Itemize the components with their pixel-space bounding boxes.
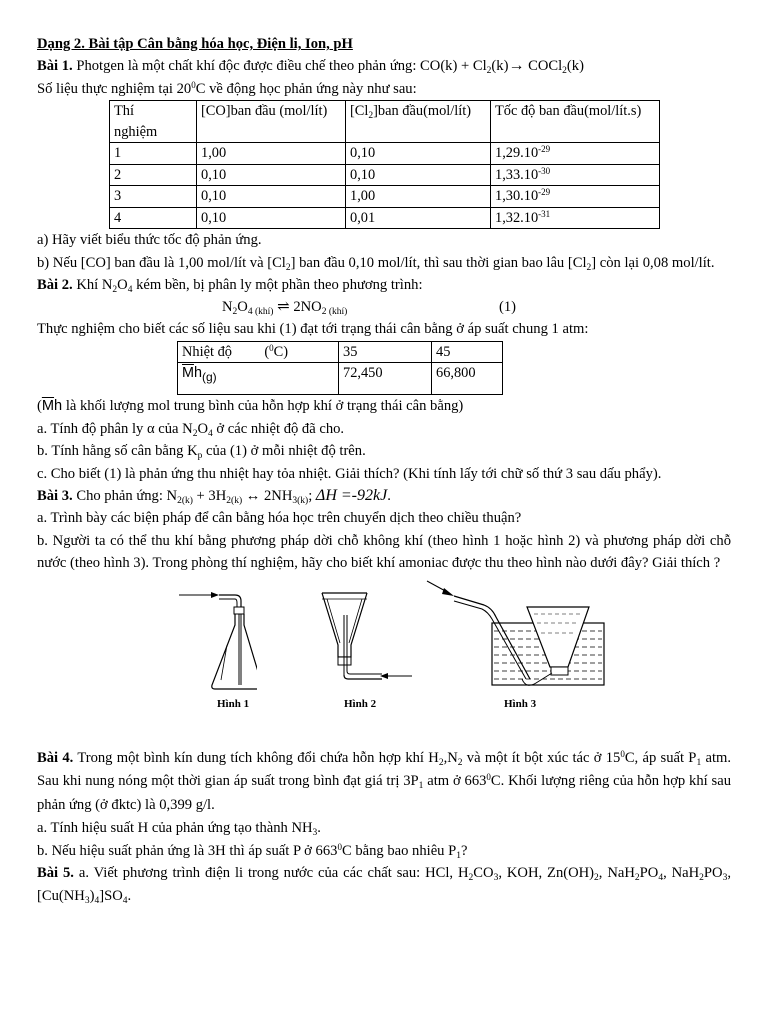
table-cell: 2 [110, 164, 197, 186]
b3-question-a: a. Trình bày các biện pháp để cân bằng hóa học trên chuyển dịch theo chiều thuận? [37, 510, 522, 527]
table-cell: 1,00 [346, 186, 491, 208]
table-cell: 0,10 [197, 164, 346, 186]
figures [37, 579, 731, 729]
table-cell: 0,10 [346, 143, 491, 165]
table-header-cell: Tốc độ ban đầu(mol/lít.s) [491, 101, 660, 143]
table-row [110, 143, 660, 165]
b1-question-a: a) Hãy viết biểu thức tốc độ phản ứng. [37, 232, 262, 249]
b4-intro: Bài 4. Trong một bình kín dung tích không đổi chứa hỗn hợp khí $H_2,N_2$ và một ít bột xúc tác ở $15^0C$, áp suất $P_1$ atm. Sau khi nung nóng một thời gian áp suất trong bình đạt giá trị $3P_1$ atm ở $663^0C$. Khối lượng riêng của hỗn hợp khí sau phản ứng (ở đktc) là 0,399 g/l. [37, 748, 732, 813]
table-cell: 4 [110, 207, 197, 229]
table-cell: 66,800 [432, 363, 503, 395]
b2-question-a: a. Tính độ phân ly α của $N_2O_4$ ở các nhiệt độ đã cho. [37, 420, 345, 439]
b1-table [109, 100, 660, 229]
table-cell: $1,32.10^{-31}$ [491, 207, 660, 229]
table-cell: 1 [110, 143, 197, 165]
b1-data-line: Số liệu thực nghiệm tại $20^0C$ về động học phản ứng này như sau: [37, 79, 417, 97]
funnel-figure-2 [312, 585, 422, 697]
b1-question-b: b) Nếu [CO] ban đầu là 1,00 mol/lít và $[Cl_2]$ ban đầu 0,10 mol/lít, thì sau thời gian bao lâu $[Cl_2]$ còn lại 0,08 mol/lít. [37, 254, 715, 273]
b3-question-b: b. Người ta có thể thu khí bằng phương pháp dời chỗ không khí (theo hình 1 hoặc hình 2) và phương pháp dời chỗ nước (theo hình 3). Trong phòng thí nghiệm, hãy cho biết khí amoniac được thu theo hình nào dưới đây? Giải thích ? [37, 532, 731, 572]
b2-question-b: b. Tính hằng số cân bằng $K_p$ của (1) ở mỗi nhiệt độ trên. [37, 443, 366, 462]
table-header-cell: $[Cl_2]ban$ đầu(mol/lít) [346, 101, 491, 143]
b2-data-line: Thực nghiệm cho biết các số liệu sau khi (1) đạt tới trạng thái cân bằng ở áp suất chung 1 atm: [37, 321, 589, 338]
b4-label: Bài 4. [37, 749, 74, 766]
b1-label: Bài 1. [37, 58, 73, 75]
table-cell: 35 [339, 341, 432, 363]
table-cell: $\overline{M}h_{(g)}$ [178, 363, 339, 395]
table-header-cell: Thí nghiệm [110, 101, 197, 143]
b4-question-a: a. Tính hiệu suất H của phản ứng tạo thành $NH_3$. [37, 820, 321, 839]
b2-label: Bài 2. [37, 277, 73, 294]
table-row [178, 363, 503, 395]
table-cell: $1,30.10^{-29}$ [491, 186, 660, 208]
table-row [110, 186, 660, 208]
worksheet [37, 33, 731, 909]
table-cell: 72,450 [339, 363, 432, 395]
table-cell: 45 [432, 341, 503, 363]
b1-intro: Bài 1. Photgen là một chất khí độc được điều chế theo phản ứng: $CO(k) + Cl_2(k)\to$ COCl$_2$(k) [37, 57, 584, 77]
b3-intro: Bài 3. Cho phản ứng: $N_{2(k)} + 3H_{2(k)}$ ↔ $2NH_{3(k)}$; ΔH =-92kJ. [37, 486, 391, 506]
table-header-cell: [CO]ban đầu (mol/lít) [197, 101, 346, 143]
b2-equation-number: (1) [499, 299, 517, 316]
table-cell: $1,33.10^{-30}$ [491, 164, 660, 186]
section-heading: Dạng 2. Bài tập Cân bằng hóa học, Điện li, Ion, pH [37, 36, 353, 52]
b5-intro: Bài 5. a. Viết phương trình điện li trong nước của các chất sau: HCl, $H_2CO_3$, KOH, $Zn(OH)_2$, $NaH_2PO_4$, $NaH_2PO_3$, $[Cu(NH_3)_4]SO_4$. [37, 864, 731, 907]
b3-label: Bài 3. [37, 487, 73, 504]
b2-table [177, 341, 503, 396]
table-cell: Nhiệt độ ($^0$C) [178, 341, 339, 363]
table-cell: 0,10 [197, 207, 346, 229]
table-row [110, 207, 660, 229]
b2-equation: $N_2O_{4 (khí)}$ ⇌ $2NO_{2 (khí)}$ (1) [37, 296, 731, 318]
table-cell: 3 [110, 186, 197, 208]
table-cell: 0,10 [346, 164, 491, 186]
table-header-row [110, 101, 660, 143]
table-cell: 0,10 [197, 186, 346, 208]
table-cell: 0,01 [346, 207, 491, 229]
b4-question-b: b. Nếu hiệu suất phản ứng là 3H thì áp suất P ở $663^0C$ bằng bao nhiêu $P_1$? [37, 841, 468, 861]
water-trough-figure-3 [422, 579, 622, 697]
figure-caption-2: Hình 2 [344, 697, 377, 710]
table-cell: 1,00 [197, 143, 346, 165]
b2-question-c: c. Cho biết (1) là phản ứng thu nhiệt hay tỏa nhiệt. Giải thích? (Khi tính lấy tới chữ số thứ 3 sau dấu phẩy). [37, 465, 662, 482]
table-cell: $1,29.10^{-29}$ [491, 143, 660, 165]
figure-caption-3: Hình 3 [504, 697, 537, 710]
b2-intro: Bài 2. Khí $N_2O_4$ kém bền, bị phân ly một phần theo phương trình: [37, 277, 423, 296]
figure-caption-1: Hình 1 [217, 697, 250, 710]
b5-label: Bài 5. [37, 864, 74, 881]
table-row [178, 341, 503, 363]
flask-figure-1 [177, 585, 257, 697]
b2-note: ($\overline{M}h$ là khối lượng mol trung bình của hỗn hợp khí ở trạng thái cân bằng) [37, 398, 464, 415]
table-row [110, 164, 660, 186]
